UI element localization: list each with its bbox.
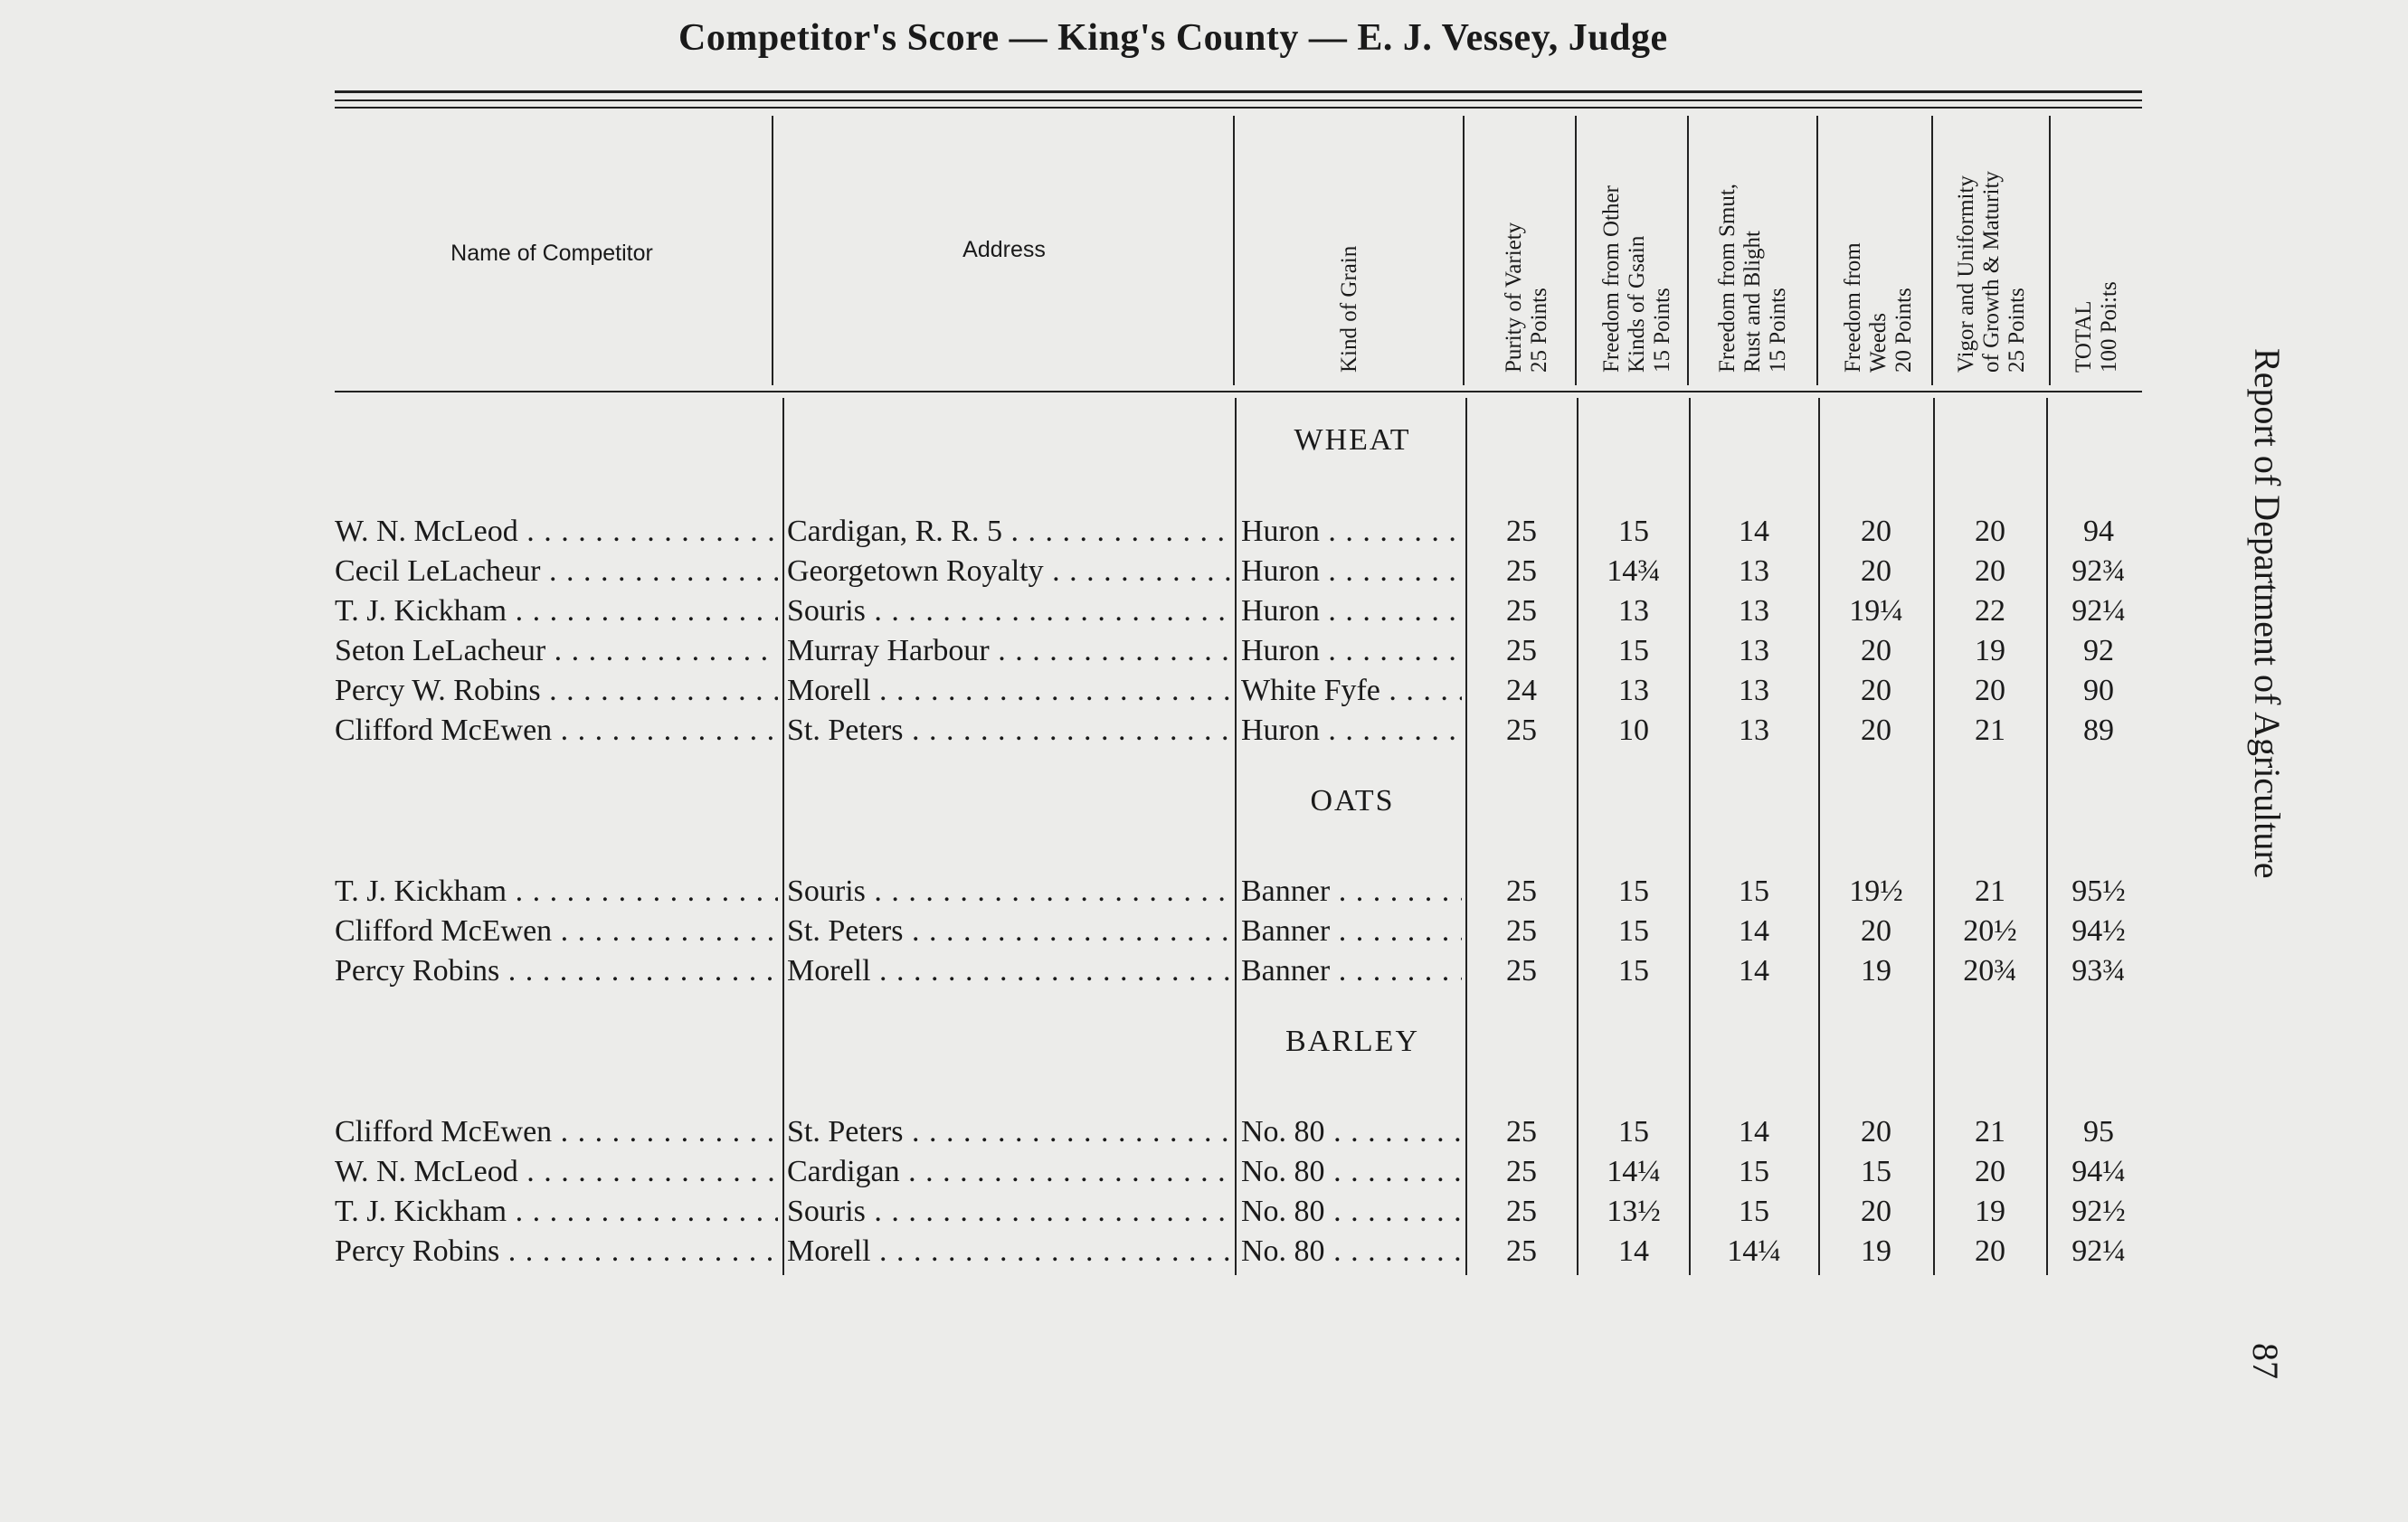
cell-purity: 25 xyxy=(1506,594,1537,628)
top-rule-2 xyxy=(335,99,2142,101)
cell-kind: Banner . . . xyxy=(1241,951,1462,991)
cell-name: Percy W. Robins . . . xyxy=(335,671,778,711)
cell-purity: 25 xyxy=(1506,954,1537,988)
cell-address: St. Peters . . . xyxy=(787,711,1230,751)
cell-weeds: 20 xyxy=(1861,554,1891,588)
column-divider xyxy=(782,398,784,1275)
header-divider xyxy=(1463,116,1465,385)
cell-other: 15 xyxy=(1618,1115,1649,1149)
cell-kind: Huron . . . xyxy=(1241,512,1462,552)
cell-smut: 14 xyxy=(1739,1115,1769,1149)
cell-purity: 25 xyxy=(1506,634,1537,667)
cell-name: W. N. McLeod . . . xyxy=(335,1152,778,1192)
cell-vigor: 20 xyxy=(1975,554,2005,588)
cell-other: 15 xyxy=(1618,954,1649,988)
header-divider xyxy=(1233,116,1235,385)
cell-vigor: 20 xyxy=(1975,515,2005,548)
header-smut-line: Rust and Blight xyxy=(1740,231,1765,373)
header-smut-line: 15 Points xyxy=(1766,288,1790,373)
header-vigor xyxy=(1954,171,2030,373)
cell-total: 92¼ xyxy=(2071,594,2126,628)
cell-smut: 15 xyxy=(1739,874,1769,908)
cell-vigor: 20 xyxy=(1975,1234,2005,1268)
cell-total: 89 xyxy=(2083,714,2114,747)
cell-address: St. Peters . . . xyxy=(787,912,1230,951)
header-divider xyxy=(1931,116,1933,385)
header-divider xyxy=(1687,116,1689,385)
cell-address: Morell . . . xyxy=(787,951,1230,991)
column-divider xyxy=(1577,398,1578,1275)
cell-name: Clifford McEwen . . . xyxy=(335,1112,778,1152)
cell-kind: Huron . . . xyxy=(1241,552,1462,591)
cell-kind: Banner . . . xyxy=(1241,872,1462,912)
header-total xyxy=(2071,281,2122,373)
cell-smut: 13 xyxy=(1739,674,1769,707)
cell-weeds: 20 xyxy=(1861,515,1891,548)
cell-purity: 25 xyxy=(1506,874,1537,908)
cell-vigor: 20½ xyxy=(1963,914,2017,948)
cell-total: 95½ xyxy=(2071,874,2126,908)
cell-smut: 13 xyxy=(1739,634,1769,667)
cell-total: 92¾ xyxy=(2071,554,2126,588)
header-other-kinds xyxy=(1599,185,1675,373)
cell-weeds: 20 xyxy=(1861,914,1891,948)
cell-weeds: 20 xyxy=(1861,1115,1891,1149)
cell-other: 14¼ xyxy=(1607,1155,1661,1188)
column-divider xyxy=(1933,398,1935,1275)
header-other-line: 15 Points xyxy=(1650,288,1674,373)
header-total-line: 100 Poi:ts xyxy=(2097,281,2121,373)
cell-other: 10 xyxy=(1618,714,1649,747)
running-head: Report of Department of Agriculture xyxy=(2247,348,2288,879)
column-divider xyxy=(2046,398,2048,1275)
cell-name: T. J. Kickham . . . xyxy=(335,591,778,631)
cell-purity: 25 xyxy=(1506,1115,1537,1149)
cell-purity: 25 xyxy=(1506,1195,1537,1228)
top-rule-1 xyxy=(335,90,2142,93)
cell-address: Murray Harbour . . . xyxy=(787,631,1230,671)
column-divider xyxy=(1689,398,1691,1275)
cell-vigor: 20 xyxy=(1975,1155,2005,1188)
cell-other: 15 xyxy=(1618,874,1649,908)
header-total-line: TOTAL xyxy=(2071,300,2096,373)
cell-total: 94¼ xyxy=(2071,1155,2126,1188)
cell-address: Cardigan, R. R. 5 . . . xyxy=(787,512,1230,552)
header-kind xyxy=(1337,246,1362,373)
cell-other: 13 xyxy=(1618,594,1649,628)
cell-purity: 25 xyxy=(1506,1155,1537,1188)
cell-address: Georgetown Royalty . . . xyxy=(787,552,1230,591)
header-weeds-line: Weeds xyxy=(1866,312,1891,373)
cell-vigor: 20¾ xyxy=(1963,954,2017,988)
cell-name: W. N. McLeod . . . xyxy=(335,512,778,552)
cell-smut: 14 xyxy=(1739,515,1769,548)
cell-smut: 13 xyxy=(1739,594,1769,628)
header-rule xyxy=(335,391,2142,392)
cell-name: Percy Robins . . . xyxy=(335,1232,778,1271)
cell-smut: 14 xyxy=(1739,954,1769,988)
cell-kind: No. 80 . . . xyxy=(1241,1232,1462,1271)
cell-kind: No. 80 . . . xyxy=(1241,1152,1462,1192)
cell-other: 14¾ xyxy=(1607,554,1661,588)
cell-name: Clifford McEwen . . . xyxy=(335,711,778,751)
cell-weeds: 20 xyxy=(1861,634,1891,667)
column-divider xyxy=(1818,398,1820,1275)
cell-purity: 25 xyxy=(1506,515,1537,548)
cell-weeds: 19 xyxy=(1861,954,1891,988)
cell-weeds: 19½ xyxy=(1849,874,1903,908)
cell-kind: White Fyfe . . . xyxy=(1241,671,1462,711)
cell-vigor: 21 xyxy=(1975,874,2005,908)
cell-smut: 15 xyxy=(1739,1195,1769,1228)
cell-address: Souris . . . xyxy=(787,1192,1230,1232)
section-label-oats: OATS xyxy=(1310,784,1395,818)
cell-smut: 14¼ xyxy=(1727,1234,1781,1268)
header-purity xyxy=(1502,222,1552,373)
cell-purity: 25 xyxy=(1506,1234,1537,1268)
cell-weeds: 20 xyxy=(1861,714,1891,747)
header-vigor-line: of Growth & Maturity xyxy=(1979,171,2004,373)
cell-name: T. J. Kickham . . . xyxy=(335,872,778,912)
cell-kind: Huron . . . xyxy=(1241,631,1462,671)
header-weeds-line: Freedom from xyxy=(1841,242,1865,373)
cell-address: Morell . . . xyxy=(787,1232,1230,1271)
cell-address: Morell . . . xyxy=(787,671,1230,711)
cell-address: Souris . . . xyxy=(787,591,1230,631)
header-kind-text: Kind of Grain xyxy=(1337,245,1361,373)
cell-kind: Huron . . . xyxy=(1241,591,1462,631)
column-divider xyxy=(1465,398,1467,1275)
header-divider xyxy=(2049,116,2051,385)
header-name: Name of Competitor xyxy=(450,241,653,266)
header-vigor-line: Vigor and Uniformity xyxy=(1954,175,1978,373)
header-purity-line: Purity of Variety xyxy=(1502,222,1526,373)
cell-weeds: 20 xyxy=(1861,674,1891,707)
cell-vigor: 19 xyxy=(1975,634,2005,667)
header-purity-line: 25 Points xyxy=(1527,288,1551,373)
cell-vigor: 21 xyxy=(1975,1115,2005,1149)
cell-kind: Banner . . . xyxy=(1241,912,1462,951)
header-vigor-line: 25 Points xyxy=(2005,288,2029,373)
section-label-barley: BARLEY xyxy=(1285,1025,1419,1058)
cell-name: T. J. Kickham . . . xyxy=(335,1192,778,1232)
cell-address: Souris . . . xyxy=(787,872,1230,912)
header-other-line: Kinds of Gsain xyxy=(1625,235,1649,373)
header-divider xyxy=(772,116,773,385)
cell-total: 92 xyxy=(2083,634,2114,667)
cell-weeds: 19 xyxy=(1861,1234,1891,1268)
cell-other: 15 xyxy=(1618,914,1649,948)
cell-name: Clifford McEwen . . . xyxy=(335,912,778,951)
header-smut-line: Freedom from Smut, xyxy=(1715,183,1740,373)
cell-total: 90 xyxy=(2083,674,2114,707)
cell-vigor: 19 xyxy=(1975,1195,2005,1228)
header-divider xyxy=(1575,116,1577,385)
cell-purity: 25 xyxy=(1506,914,1537,948)
top-rule-3 xyxy=(335,107,2142,109)
cell-other: 15 xyxy=(1618,634,1649,667)
header-divider xyxy=(1816,116,1818,385)
cell-name: Cecil LeLacheur . . . xyxy=(335,552,778,591)
cell-other: 15 xyxy=(1618,515,1649,548)
cell-smut: 14 xyxy=(1739,914,1769,948)
cell-total: 92¼ xyxy=(2071,1234,2126,1268)
cell-name: Seton LeLacheur . . . xyxy=(335,631,778,671)
cell-purity: 25 xyxy=(1506,714,1537,747)
cell-smut: 13 xyxy=(1739,714,1769,747)
cell-kind: No. 80 . . . xyxy=(1241,1192,1462,1232)
header-other-line: Freedom from Other xyxy=(1599,185,1624,373)
header-weeds xyxy=(1841,242,1917,373)
page-number: 87 xyxy=(2245,1343,2286,1379)
column-divider xyxy=(1235,398,1237,1275)
cell-purity: 25 xyxy=(1506,554,1537,588)
cell-kind: No. 80 . . . xyxy=(1241,1112,1462,1152)
cell-kind: Huron . . . xyxy=(1241,711,1462,751)
cell-other: 13 xyxy=(1618,674,1649,707)
cell-weeds: 20 xyxy=(1861,1195,1891,1228)
cell-vigor: 21 xyxy=(1975,714,2005,747)
cell-address: St. Peters . . . xyxy=(787,1112,1230,1152)
section-label-wheat: WHEAT xyxy=(1294,423,1411,457)
cell-total: 92½ xyxy=(2071,1195,2126,1228)
cell-total: 95 xyxy=(2083,1115,2114,1149)
cell-address: Cardigan . . . xyxy=(787,1152,1230,1192)
cell-other: 14 xyxy=(1618,1234,1649,1268)
cell-purity: 24 xyxy=(1506,674,1537,707)
page-title: Competitor's Score — King's County — E. J. Vessey, Judge xyxy=(678,17,1668,59)
cell-other: 13½ xyxy=(1607,1195,1661,1228)
header-address: Address xyxy=(962,237,1046,262)
cell-total: 93¾ xyxy=(2071,954,2126,988)
cell-total: 94½ xyxy=(2071,914,2126,948)
cell-vigor: 22 xyxy=(1975,594,2005,628)
cell-vigor: 20 xyxy=(1975,674,2005,707)
cell-weeds: 19¼ xyxy=(1849,594,1903,628)
header-weeds-line: 20 Points xyxy=(1891,288,1916,373)
cell-total: 94 xyxy=(2083,515,2114,548)
cell-weeds: 15 xyxy=(1861,1155,1891,1188)
cell-name: Percy Robins . . . xyxy=(335,951,778,991)
cell-smut: 15 xyxy=(1739,1155,1769,1188)
header-smut xyxy=(1715,184,1791,373)
cell-smut: 13 xyxy=(1739,554,1769,588)
